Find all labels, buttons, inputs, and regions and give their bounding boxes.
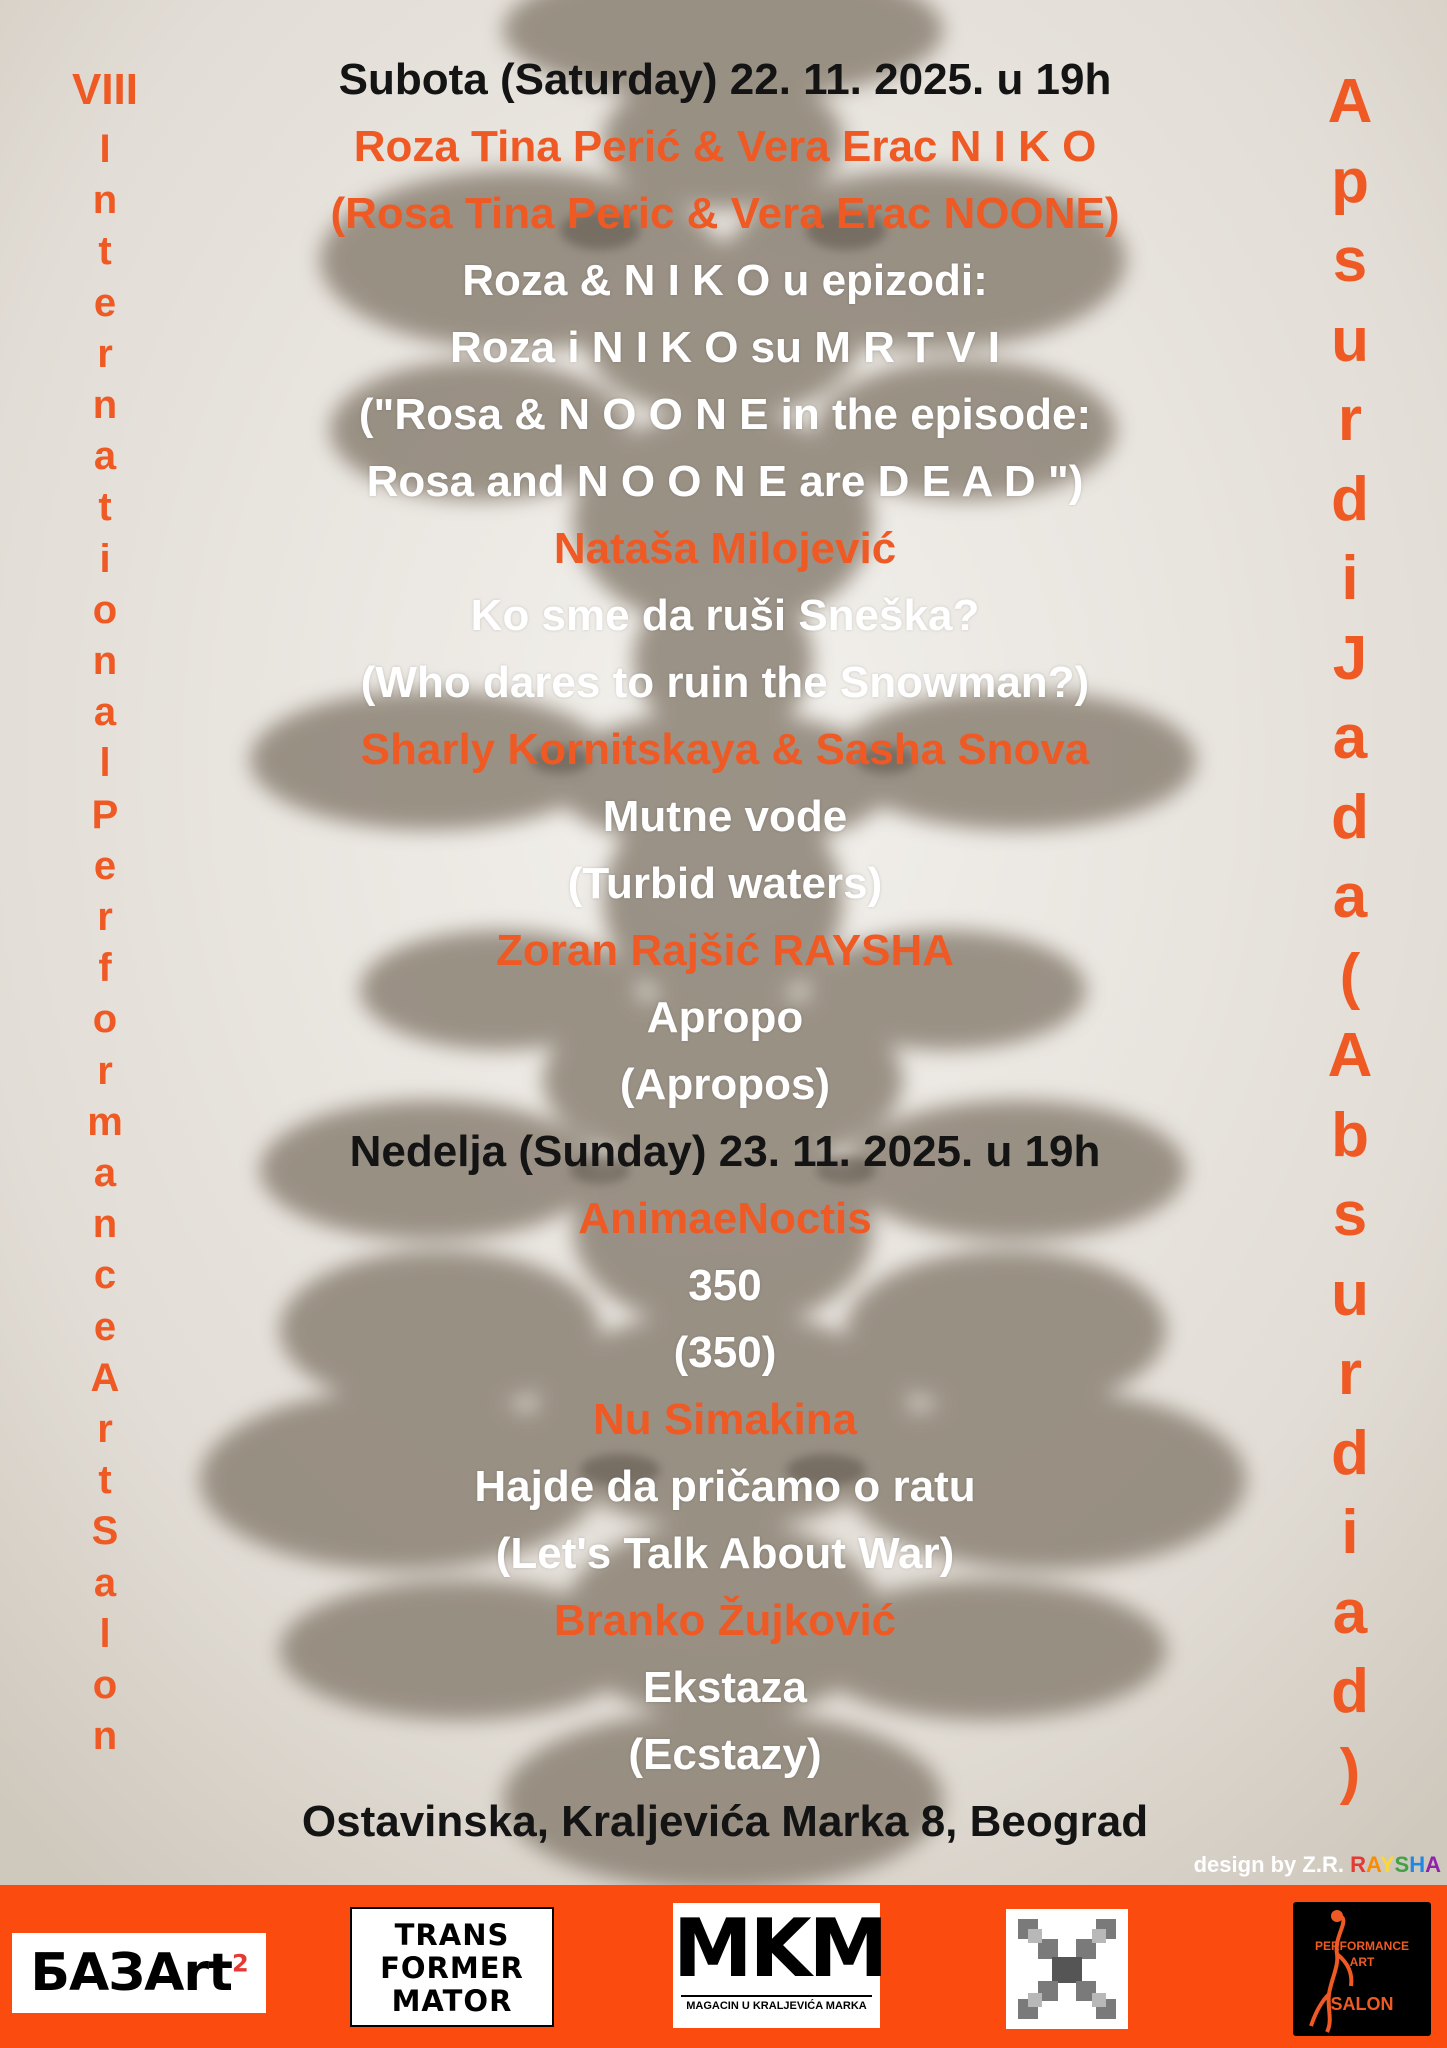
vertical-letter-left: I xyxy=(99,127,111,171)
vertical-letter-right: A xyxy=(1327,67,1373,136)
vertical-letter-right: ( xyxy=(1339,941,1361,1011)
vertical-letter-left: a xyxy=(93,434,117,479)
program-line: Roza Tina Perić & Vera Erac N I K O xyxy=(353,122,1097,171)
vertical-letter-right: d xyxy=(1331,1657,1369,1726)
vertical-letter-right: d xyxy=(1331,464,1369,534)
transformator-line2: FORMER xyxy=(380,1951,524,1985)
credit-prefix: design by Z.R. xyxy=(1193,1852,1351,1877)
program-line: Roza & N I K O u epizodi: xyxy=(462,256,988,305)
vertical-letter-left: a xyxy=(93,690,117,735)
program-line: Ko sme da ruši Sneška? xyxy=(470,591,980,640)
credit-name xyxy=(1350,1852,1441,1877)
basart-logo xyxy=(12,1933,266,2013)
design-credit xyxy=(1194,1852,1441,1878)
vertical-letter-left: a xyxy=(93,1151,117,1196)
vertical-letter-right: u xyxy=(1331,1259,1369,1329)
sponsor-footer xyxy=(0,1885,1447,2048)
vertical-letter-right: r xyxy=(1337,385,1363,454)
program-line: Subota (Saturday) 22. 11. 2025. u 19h xyxy=(338,55,1112,104)
program-line: Hajde da pričamo o ratu xyxy=(474,1462,976,1511)
vertical-letter-right: d xyxy=(1331,782,1369,852)
program-line: (350) xyxy=(673,1328,777,1377)
program-schedule xyxy=(200,46,1250,1855)
vertical-letter-left: r xyxy=(97,1048,113,1093)
vertical-letter-right: s xyxy=(1332,226,1368,295)
vertical-letter-right: a xyxy=(1332,703,1368,772)
vertical-letter-left: n xyxy=(92,1714,118,1759)
vertical-letter-left: l xyxy=(99,741,111,786)
vertical-letter-left: r xyxy=(97,895,113,940)
vertical-letter-left: i xyxy=(99,536,111,581)
vertical-letter-left: l xyxy=(99,1611,111,1656)
edition-number: VIII xyxy=(71,65,139,114)
vertical-letter-right: i xyxy=(1341,544,1359,613)
program-line: Roza i N I K O su M R T V I xyxy=(449,323,1001,372)
vertical-letter-left: t xyxy=(98,229,112,274)
program-line: Rosa and N O O N E are D E A D ") xyxy=(366,457,1084,506)
vertical-letter-right: u xyxy=(1331,305,1369,375)
program-line: ("Rosa & N O O N E in the episode: xyxy=(358,390,1092,439)
program-line: Zoran Rajšić RAYSHA xyxy=(495,926,955,975)
vertical-letter-left: A xyxy=(90,1355,120,1400)
transformator-logo xyxy=(350,1907,554,2027)
vertical-letter-left: e xyxy=(93,843,117,888)
program-line: 350 xyxy=(688,1261,762,1310)
vertical-letter-left: n xyxy=(92,383,118,428)
vertical-letter-left: n xyxy=(92,639,118,684)
mkm-logo xyxy=(673,1902,886,2028)
vertical-letter-left: t xyxy=(98,1458,112,1503)
vertical-theme-title xyxy=(1300,62,1400,1811)
vertical-letter-right: d xyxy=(1331,1418,1369,1488)
transformator-line3: MATOR xyxy=(391,1984,513,2018)
program-line: (Rosa Tina Peric & Vera Erac NOONE) xyxy=(330,189,1120,238)
vertical-letter-left: n xyxy=(92,1202,118,1247)
dancer-figure-icon xyxy=(1293,1902,1437,2042)
credit-name-letter: A xyxy=(1365,1852,1380,1877)
program-line: Nataša Milojević xyxy=(553,524,897,573)
program-line: (Ecstazy) xyxy=(628,1730,822,1779)
vertical-letter-left: r xyxy=(97,1407,113,1452)
program-line: (Turbid waters) xyxy=(567,859,883,908)
vertical-letter-right: a xyxy=(1332,1577,1368,1647)
vertical-letter-left: e xyxy=(93,280,117,325)
program-line: Branko Žujković xyxy=(553,1596,897,1645)
mkm-logo-subtitle: MAGACIN U KRALJEVIĆA MARKA xyxy=(681,1995,872,2012)
basart-logo-sup: 2 xyxy=(231,1949,248,1978)
program-line: Ostavinska, Kraljevića Marka 8, Beograd xyxy=(301,1797,1149,1846)
vertical-letter-right: s xyxy=(1332,1180,1368,1249)
credit-name-letter: H xyxy=(1409,1852,1426,1877)
transformator-line1: TRANS xyxy=(394,1918,510,1952)
vertical-letters-left xyxy=(55,124,155,1763)
vertical-letter-right: i xyxy=(1341,1498,1359,1567)
credit-name-letter: S xyxy=(1394,1852,1410,1877)
vertical-letter-left: S xyxy=(91,1509,119,1554)
vertical-letter-right: J xyxy=(1332,623,1368,693)
vertical-letter-left: n xyxy=(92,178,118,223)
vertical-letter-left: e xyxy=(93,1304,117,1349)
vertical-letter-left: t xyxy=(98,485,112,530)
program-line: Mutne vode xyxy=(602,792,848,841)
program-line: (Apropos) xyxy=(619,1060,831,1109)
vertical-letter-right: A xyxy=(1327,1021,1373,1090)
vertical-letter-right: ) xyxy=(1339,1736,1361,1806)
program-line: Sharly Kornitskaya & Sasha Snova xyxy=(360,725,1090,774)
vertical-letter-left: m xyxy=(87,1099,123,1144)
program-line: (Who dares to ruin the Snowman?) xyxy=(360,658,1090,707)
vertical-letter-right: a xyxy=(1332,862,1368,931)
credit-name-letter: A xyxy=(1425,1852,1441,1877)
pixel-x-icon xyxy=(1006,1909,1128,2029)
mkm-logo-text: MKM xyxy=(673,1902,886,1995)
vertical-letter-left: c xyxy=(93,1253,117,1298)
program-line: Ekstaza xyxy=(643,1663,807,1712)
vertical-letter-right: p xyxy=(1331,146,1369,216)
vertical-letter-left: o xyxy=(92,1663,118,1708)
credit-name-letter: R xyxy=(1350,1852,1366,1877)
credit-name-letter: Y xyxy=(1379,1852,1395,1877)
vertical-letter-left: r xyxy=(97,331,113,376)
pas-line1: PERFORMANCE xyxy=(1314,1939,1409,1953)
vertical-letter-left: o xyxy=(92,997,118,1042)
vertical-letter-left: a xyxy=(93,1560,117,1605)
vertical-festival-title xyxy=(55,62,155,1763)
pas-line2: ART xyxy=(1349,1955,1375,1969)
pas-line3: SALON xyxy=(1330,1994,1394,2014)
program-line: AnimaeNoctis xyxy=(578,1194,872,1243)
program-line: Apropo xyxy=(646,993,804,1042)
performance-art-salon-logo xyxy=(1290,1899,1434,2039)
vertical-letter-right: r xyxy=(1337,1339,1363,1408)
program-line: (Let's Talk About War) xyxy=(495,1529,955,1578)
basart-logo-text: БАЗАrt xyxy=(30,1943,232,2003)
vertical-letter-left: o xyxy=(92,587,118,632)
program-line: Nedelja (Sunday) 23. 11. 2025. u 19h xyxy=(349,1127,1101,1176)
program-line: Nu Simakina xyxy=(592,1395,858,1444)
vertical-letter-left: P xyxy=(91,792,119,837)
vertical-letter-left: f xyxy=(98,946,112,991)
vertical-letter-right: b xyxy=(1331,1100,1369,1170)
